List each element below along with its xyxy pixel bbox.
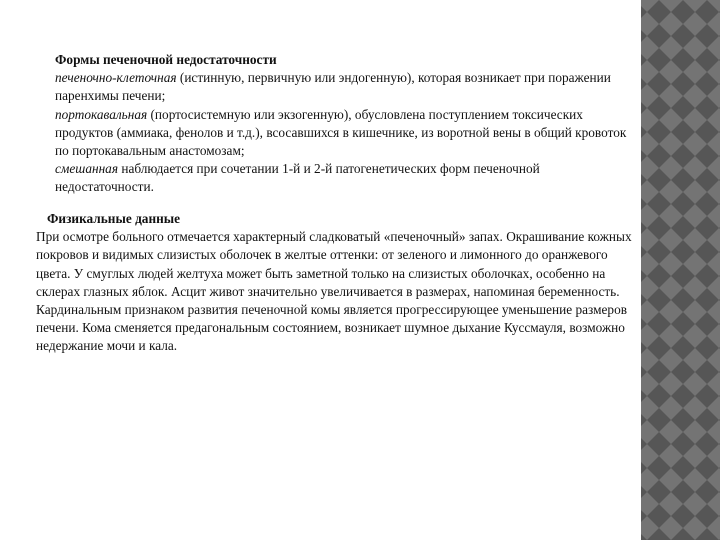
list-item: смешанная наблюдается при сочетании 1-й и 2-й патогенетических форм печеночной недостаточности.: [55, 161, 540, 195]
section-body: При осмотре больного отмечается характерный сладковатый «печеночный» запах. Окрашивание кожных покровов и видимых слизистых оболочек в желтые оттенки: от зеленого и лимонного до оранжевого цвета. У смуглых людей желтуха может быть заметной только на слизистых оболочках, особенно на склерах глазных яблок. Асцит живот значительно увеличивается в размерах, напоминая беременность. Кардинальным признаком развития печеночной комы является прогрессирующее уменьшение размеров печени. Кома сменяется предагональным состоянием, возникает шумное дыхание Куссмауля, возможно недержание мочи и кала.: [36, 229, 632, 354]
liver-failure-forms-section: [55, 51, 630, 197]
list-item: портокавальная (портосистемную или экзогенную), обусловлена поступлением токсических продуктов (аммиака, фенолов и т.д.), всосавшихся в кишечнике, из воротной вены в общий кровоток по портокавальным анастомозам;: [55, 106, 627, 159]
decorative-diamond-pattern: [641, 0, 720, 540]
section-title: Физикальные данные: [47, 211, 181, 226]
list-item: печеночно-клеточная (истинную, первичную или эндогенную), которая возникает при поражении паренхимы печени;: [55, 70, 611, 104]
physical-findings-section: [36, 210, 636, 356]
section-title: Формы печеночной недостаточности: [55, 52, 277, 67]
